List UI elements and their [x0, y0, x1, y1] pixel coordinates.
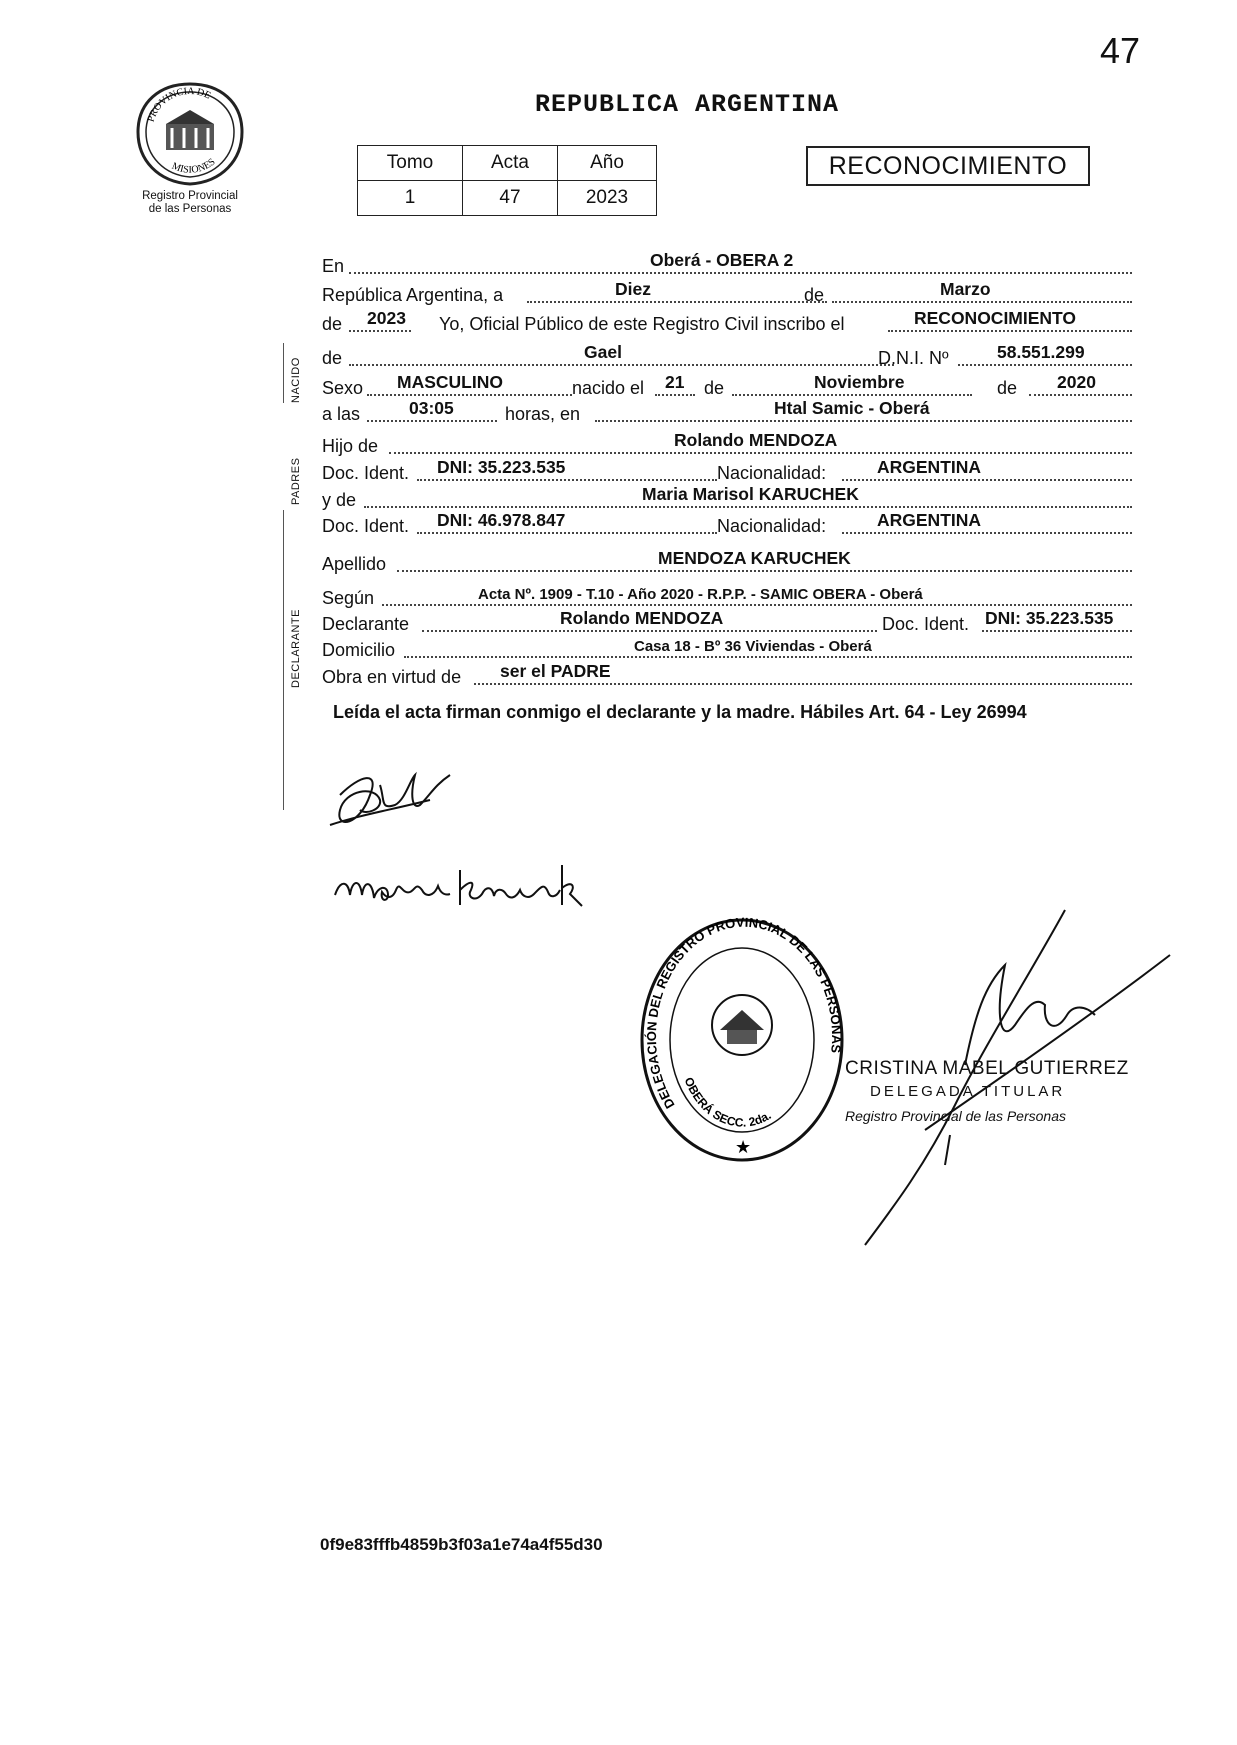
- value-dni-nacido: 58.551.299: [997, 342, 1085, 362]
- value-mes-nacimiento: Noviembre: [814, 372, 905, 392]
- row-apellido: [322, 549, 1132, 575]
- value-anio: 2023: [558, 181, 657, 216]
- label-de-mes: de: [704, 378, 725, 398]
- value-dni-padre: DNI: 35.223.535: [437, 457, 566, 477]
- value-nacionalidad-padre: ARGENTINA: [877, 457, 982, 477]
- logo-text-bottom: MISIONES: [170, 156, 218, 176]
- label-declarante: Declarante: [322, 614, 410, 634]
- row-hora: [322, 399, 1132, 425]
- row-obra: [322, 662, 1132, 688]
- value-obra-en-virtud: ser el PADRE: [500, 661, 611, 681]
- value-lugar: Oberá - OBERA 2: [650, 250, 794, 270]
- value-tomo: 1: [358, 181, 463, 216]
- signature-official: [805, 905, 1175, 1255]
- signature-declarante: [320, 755, 470, 845]
- label-de: de: [804, 285, 825, 305]
- logo-text-top: PROVINCIA DE: [145, 85, 213, 124]
- page-title: REPUBLICA ARGENTINA: [535, 90, 840, 119]
- side-label-nacido: NACIDO: [290, 357, 302, 403]
- label-republica: República Argentina, a: [322, 285, 504, 305]
- label-en: En: [322, 256, 345, 276]
- seal-bottom-text: OBERÁ SECC. 2da.: [681, 1075, 774, 1130]
- value-nombre: Gael: [584, 342, 622, 362]
- logo-caption: [115, 190, 265, 216]
- value-acta: 47: [463, 181, 558, 216]
- label-nacionalidad: Nacionalidad:: [717, 463, 827, 483]
- row-inscripcion: [322, 309, 1132, 335]
- row-lugar: [322, 251, 1132, 277]
- label-a-las: a las: [322, 404, 361, 424]
- label-doc-ident-decl: Doc. Ident.: [882, 614, 970, 634]
- value-tipo-inscripcion: RECONOCIMIENTO: [914, 308, 1077, 328]
- label-doc-ident: Doc. Ident.: [322, 463, 410, 483]
- value-segun: Acta Nº. 1909 - T.10 - Año 2020 - R.P.P. - SAMIC OBERA - Oberá: [478, 586, 923, 603]
- value-apellido: MENDOZA KARUCHEK: [658, 548, 851, 568]
- official-org: Registro Provincial de las Personas: [845, 1108, 1066, 1124]
- label-apellido: Apellido: [322, 554, 387, 574]
- value-padre: Rolando MENDOZA: [674, 430, 838, 450]
- tipo-acta-box: RECONOCIMIENTO: [806, 146, 1090, 186]
- row-declarante: [322, 609, 1132, 635]
- official-title: DELEGADA TITULAR: [870, 1083, 1066, 1100]
- seal-outer-text: DELEGACIÓN DEL REGISTRO PROVINCIAL DE LAS PERSONAS: [643, 915, 845, 1112]
- row-padre: [322, 431, 1132, 457]
- value-dia-nacimiento: 21: [665, 372, 685, 392]
- value-hora: 03:05: [409, 398, 454, 418]
- value-dia: Diez: [615, 279, 651, 299]
- header-anio: Año: [558, 146, 657, 181]
- label-de-year: de: [322, 314, 343, 334]
- registro-logo: [130, 80, 250, 190]
- value-mes: Marzo: [940, 279, 991, 299]
- official-name: CRISTINA MABEL GUTIERREZ: [845, 1058, 1129, 1079]
- page-number: 47: [1100, 30, 1141, 71]
- row-nombre: [322, 343, 1132, 369]
- label-dni: D.N.I. Nº: [878, 348, 949, 368]
- label-yo-oficial: Yo, Oficial Público de este Registro Civil inscribo el: [439, 314, 845, 334]
- label-doc-ident2: Doc. Ident.: [322, 516, 410, 536]
- header-tomo: Tomo: [358, 146, 463, 181]
- closing-text: Leída el acta firman conmigo el declarante y la madre. Hábiles Art. 64 - Ley 26994: [333, 702, 1027, 722]
- label-segun: Según: [322, 588, 375, 608]
- label-obra-en-virtud: Obra en virtud de: [322, 667, 462, 687]
- value-domicilio: Casa 18 - Bº 36 Viviendas - Oberá: [634, 638, 872, 655]
- tomo-acta-table: [357, 145, 657, 216]
- header-acta: Acta: [463, 146, 558, 181]
- value-declarante: Rolando MENDOZA: [560, 608, 724, 628]
- label-de-nombre: de: [322, 348, 343, 368]
- value-anio: 2023: [367, 308, 406, 328]
- side-line-nacido: [283, 343, 284, 403]
- label-horas-en: horas, en: [505, 404, 581, 424]
- value-dni-madre: DNI: 46.978.847: [437, 510, 566, 530]
- logo-caption-line2: de las Personas: [148, 203, 232, 215]
- label-nacido-el: nacido el: [572, 378, 645, 398]
- label-domicilio: Domicilio: [322, 640, 396, 660]
- value-dni-declarante: DNI: 35.223.535: [985, 608, 1114, 628]
- label-nacionalidad2: Nacionalidad:: [717, 516, 827, 536]
- value-sexo: MASCULINO: [397, 372, 503, 392]
- row-fecha: [322, 280, 1132, 306]
- side-line-declarante: [283, 510, 284, 810]
- side-label-declarante: DECLARANTE: [290, 609, 302, 688]
- row-doc-padre: [322, 458, 1132, 484]
- label-y-de: y de: [322, 490, 357, 510]
- side-label-padres: PADRES: [290, 457, 302, 505]
- value-madre: Maria Marisol KARUCHEK: [642, 484, 859, 504]
- row-madre: [322, 485, 1132, 511]
- row-domicilio: [322, 635, 1132, 661]
- label-sexo: Sexo: [322, 378, 364, 398]
- label-hijo-de: Hijo de: [322, 436, 379, 456]
- document-hash: 0f9e83fffb4859b3f03a1e74a4f55d30: [320, 1535, 603, 1554]
- row-sexo: [322, 373, 1132, 399]
- signature-madre: [330, 850, 630, 930]
- value-nacionalidad-madre: ARGENTINA: [877, 510, 982, 530]
- row-segun: [322, 583, 1132, 609]
- row-doc-madre: [322, 511, 1132, 537]
- value-anio-nacimiento: 2020: [1057, 372, 1096, 392]
- logo-caption-line1: Registro Provincial: [142, 190, 238, 202]
- value-lugar-nacimiento: Htal Samic - Oberá: [774, 398, 930, 418]
- svg-text:★: ★: [735, 1137, 752, 1157]
- label-de-anio: de: [997, 378, 1018, 398]
